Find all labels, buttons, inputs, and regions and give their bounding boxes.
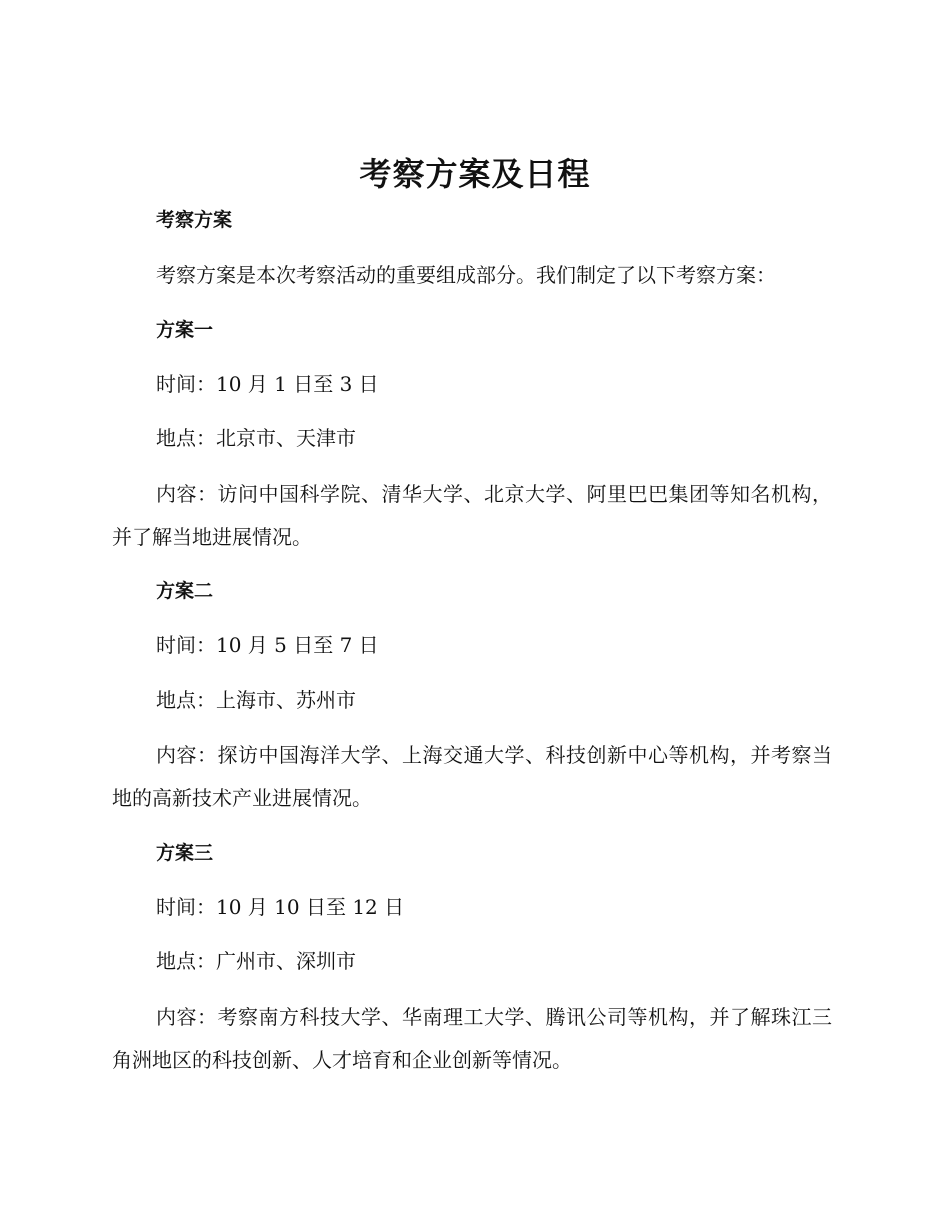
plan-1-content: 内容：访问中国科学院、清华大学、北京大学、阿里巴巴集团等知名机构，并了解当地进展情况。 <box>112 482 832 549</box>
plan-1-location: 地点：北京市、天津市 <box>156 426 356 450</box>
document-title: 考察方案及日程 <box>359 155 591 193</box>
plan-2-content: 内容：探访中国海洋大学、上海交通大学、科技创新中心等机构，并考察当地的高新技术产业进展情况。 <box>112 743 832 810</box>
intro-paragraph: 考察方案是本次考察活动的重要组成部分。我们制定了以下考察方案： <box>156 263 776 287</box>
plan-1-heading: 方案一 <box>156 319 214 341</box>
plan-3-location: 地点：广州市、深圳市 <box>156 949 356 973</box>
plan-3-content: 内容：考察南方科技大学、华南理工大学、腾讯公司等机构，并了解珠江三角洲地区的科技创新、人才培育和企业创新等情况。 <box>112 1005 832 1072</box>
plan-2-heading: 方案二 <box>156 580 214 602</box>
section-heading: 考察方案 <box>156 209 233 231</box>
plan-3-heading: 方案三 <box>156 842 214 864</box>
plan-2-time: 时间：10 月 5 日至 7 日 <box>156 633 379 657</box>
plan-1-time: 时间：10 月 1 日至 3 日 <box>156 372 379 396</box>
plan-2-location: 地点：上海市、苏州市 <box>156 688 356 712</box>
plan-3-time: 时间：10 月 10 日至 12 日 <box>156 895 405 919</box>
